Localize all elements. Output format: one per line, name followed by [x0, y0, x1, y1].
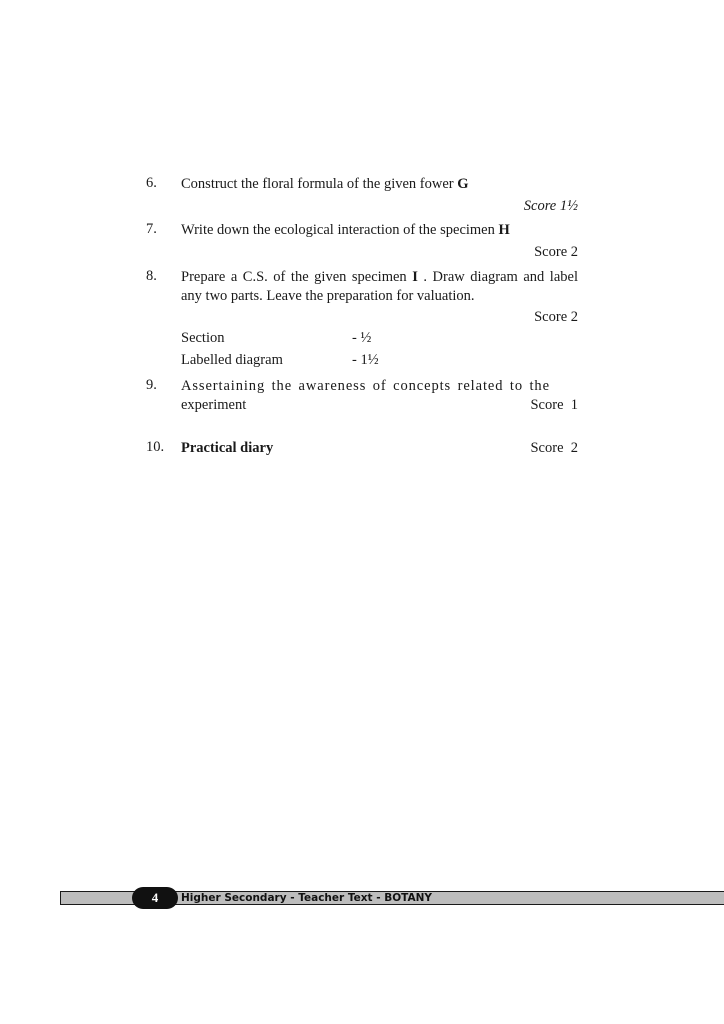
question-7-score: Score 2 [534, 244, 578, 260]
question-8-score: Score 2 [534, 309, 578, 325]
question-10 [146, 439, 578, 458]
question-number: 7. [146, 221, 157, 237]
question-9-score: Score 1 [530, 397, 578, 413]
question-6-score: Score 1½ [523, 198, 578, 214]
breakdown-value: - ½ [352, 330, 372, 346]
specimen-letter: H [498, 222, 510, 238]
question-text: Write down the ecological interaction of the specimen H [181, 222, 510, 238]
question-text: Prepare a C.S. of the given specimen I . Draw diagram and label any two parts. Leave the preparation for valuation. [181, 269, 578, 304]
specimen-letter: I [412, 269, 418, 285]
question-text: Practical diary Score 2 [181, 440, 578, 456]
question-7 [146, 221, 578, 240]
breakdown-value: - 1½ [352, 352, 379, 368]
breakdown-label: Labelled diagram [181, 352, 283, 368]
footer-title: Higher Secondary - Teacher Text - BOTANY [181, 892, 432, 904]
question-8 [146, 268, 578, 306]
question-10-score: Score 2 [530, 440, 578, 456]
breakdown-label: Section [181, 330, 225, 346]
specimen-letter: G [457, 176, 469, 192]
question-text: Construct the floral formula of the given fower G [181, 176, 469, 192]
question-number: 8. [146, 268, 157, 284]
question-6 [146, 175, 578, 194]
question-number: 6. [146, 175, 157, 191]
question-number: 9. [146, 377, 157, 393]
question-9 [146, 377, 578, 415]
page-number-badge: 4 [132, 887, 178, 909]
question-text: Assertaining the awareness of concepts related to the experiment Score 1 [181, 378, 578, 413]
question-number: 10. [146, 439, 165, 455]
